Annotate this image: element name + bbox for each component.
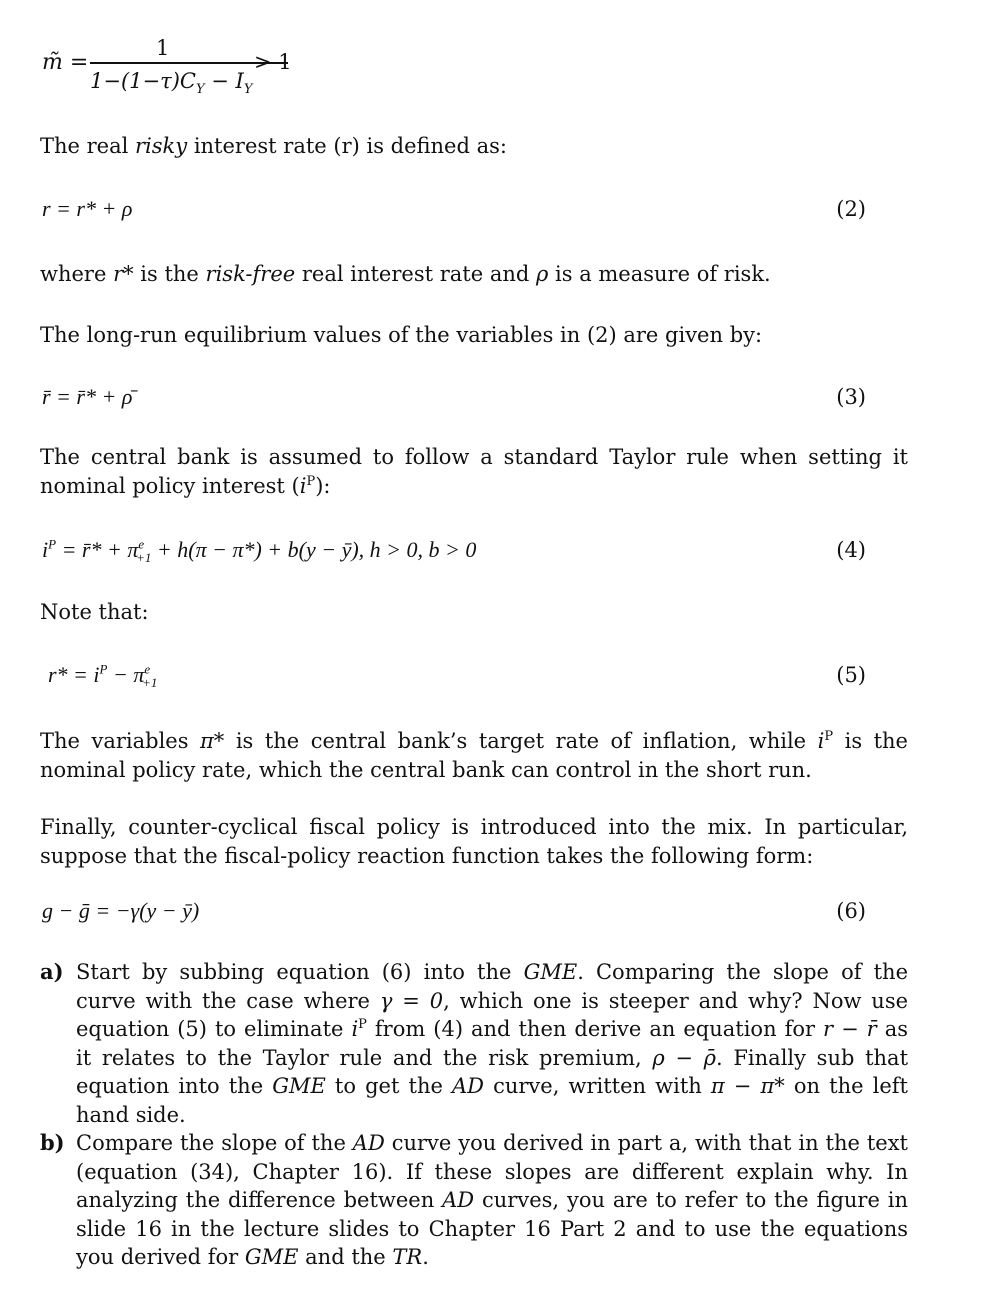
multiplier-lhs: m̃ = (42, 50, 89, 75)
equation-5: $r* = i^P - \pi^e_{+1}$ (48, 661, 158, 691)
paragraph-variables: The variables π* is the central bank’s target rate of inflation, while $i^P$ is the nominal policy rate, which the central bank can control in the short run. (40, 729, 908, 782)
question-b-label: b) (40, 1130, 65, 1155)
multiplier-numerator: 1 (156, 36, 170, 60)
paragraph-long-run: The long-run equilibrium values of the variables in (2) are given by: (40, 323, 763, 347)
question-a: a) Start by subbing equation (6) into the GME. Comparing the slope of the curve with the case where γ = 0, which one is steeper and why? Now use equation (5) to eliminate $i^P$ from (4) and then derive an equation for r − r̄ as it relates to the Taylor rule and the risk premium, ρ − ρ̄. Finally sub that equation into the GME to get the AD curve, written with π − π* on the left hand side. (40, 959, 909, 1127)
paragraph-risk-free: where r* is the risk-free real interest rate and ρ is a measure of risk. (40, 262, 771, 286)
multiplier-rhs: > 1 (254, 50, 292, 74)
equation-3: r̄ = r̄* + ρ̄ (42, 384, 133, 409)
paragraph-risky-rate: The real risky interest rate (r) is defined as: (40, 134, 507, 158)
equation-3-number: (3) (836, 385, 866, 409)
paragraph-taylor-rule: The central bank is assumed to follow a standard Taylor rule when setting it nominal policy interest $(i^P)$: (40, 445, 908, 498)
equation-5-number: (5) (836, 663, 866, 687)
question-list (40, 958, 908, 1272)
paragraph-fiscal-policy: Finally, counter-cyclical fiscal policy is introduced into the mix. In particular, suppose that the fiscal-policy reaction function takes the following form: (40, 815, 908, 868)
equation-6: g − ḡ = −γ(y − ȳ) (42, 898, 200, 923)
equation-6-number: (6) (836, 899, 866, 923)
multiplier-denominator: $1-(1-\tau)C_Y - I_Y$ (90, 69, 253, 98)
equation-2: r = r* + ρ (42, 196, 133, 221)
equation-2-number: (2) (836, 197, 866, 221)
question-b: b) Compare the slope of the AD curve you derived in part a, with that in the text (equation (34), Chapter 16). If these slopes are different explain why. In analyzing the difference between AD curves, you are to refer to the figure in slide 16 in the lecture slides to Chapter 16 Part 2 and to use the equations you derived for GME and the TR. (40, 1130, 908, 1269)
equation-4: $i^P$ = r̄* + $\pi^e_{+1} + h(\pi - \pi*) + b(y$ − ȳ), h > 0, b > 0 (42, 536, 477, 566)
paragraph-note: Note that: (40, 600, 149, 624)
question-a-label: a) (40, 959, 64, 984)
equation-4-number: (4) (836, 538, 866, 562)
